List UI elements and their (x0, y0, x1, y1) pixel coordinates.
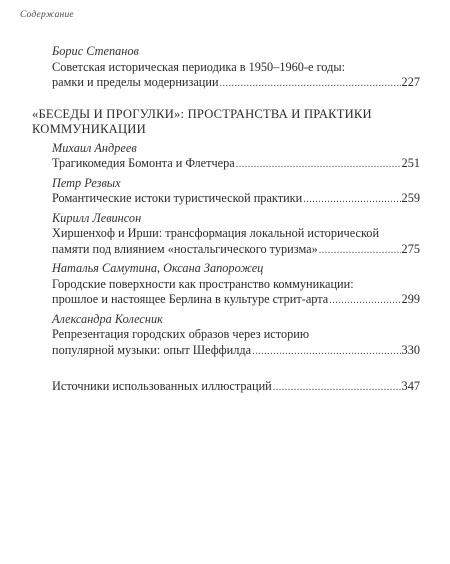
entry-title-last-line (52, 191, 420, 208)
toc-entry (52, 44, 420, 92)
entry-title-last-line (52, 379, 420, 396)
entry-author: Петр Резвых (52, 175, 121, 190)
dot-leader (220, 76, 401, 92)
dot-leader (236, 157, 401, 173)
entry-author: Михаил Андреев (52, 140, 137, 155)
entry-title-line: Городские поверхности как пространство коммуникации: (52, 276, 354, 291)
toc-entry (52, 379, 420, 396)
entry-title-text: рамки и пределы модернизации (52, 75, 219, 89)
entry-title-line: Хиршенхоф и Ирши: трансформация локальной исторической (52, 226, 380, 240)
page-number: 227 (401, 75, 420, 89)
entry-title-last-line (52, 75, 420, 92)
dot-leader (319, 243, 401, 259)
toc-entry (52, 211, 420, 259)
page-number: 299 (401, 292, 420, 306)
section-heading (32, 107, 400, 138)
section-heading-line: КОММУНИКАЦИИ (32, 122, 146, 136)
dot-leader (329, 293, 400, 309)
entry-title-text: Романтические истоки туристической практики (52, 191, 303, 205)
page-number: 251 (401, 156, 420, 170)
toc-entry (52, 261, 420, 309)
entry-title-text: Трагикомедия Бомонта и Флетчера (52, 156, 235, 170)
entry-title-last-line (52, 242, 420, 259)
entry-title-last-line (52, 343, 420, 360)
entry-title-text: популярной музыки: опыт Шеффилда (52, 342, 252, 357)
entry-title-text: Источники использованных иллюстраций (52, 379, 272, 393)
dot-leader (273, 380, 401, 396)
page-number: 330 (401, 342, 420, 357)
entry-title-last-line (52, 156, 420, 173)
entry-title-text: памяти под влиянием «ностальгического туризма» (52, 241, 318, 256)
toc-entry (52, 312, 420, 360)
entry-title-last-line (52, 292, 420, 309)
entry-title-line: Советская историческая периодика в 1950–1960-е годы: (52, 59, 346, 74)
entry-author: Наталья Самутина, Оксана Запорожец (52, 261, 264, 275)
running-head: Содержание (20, 10, 74, 20)
toc-entry (52, 176, 420, 208)
entry-author: Александра Колесник (52, 311, 163, 326)
dot-leader (252, 344, 400, 360)
section-heading-line: «БЕСЕДЫ И ПРОГУЛКИ»: ПРОСТРАНСТВА И ПРАКТИКИ (32, 106, 372, 121)
spacer (52, 362, 420, 379)
entry-title-text: прошлое и настоящее Берлина в культуре стрит-арта (52, 292, 329, 306)
entry-title-line: Репрезентация городских образов через историю (52, 327, 310, 341)
toc-entry (52, 141, 420, 173)
table-of-contents (32, 44, 420, 399)
entry-author: Кирилл Левинсон (52, 210, 142, 225)
entry-author: Борис Степанов (52, 44, 139, 58)
page-number: 347 (401, 379, 420, 393)
page-number: 275 (401, 241, 420, 256)
dot-leader (303, 192, 400, 208)
page-number: 259 (401, 191, 420, 205)
